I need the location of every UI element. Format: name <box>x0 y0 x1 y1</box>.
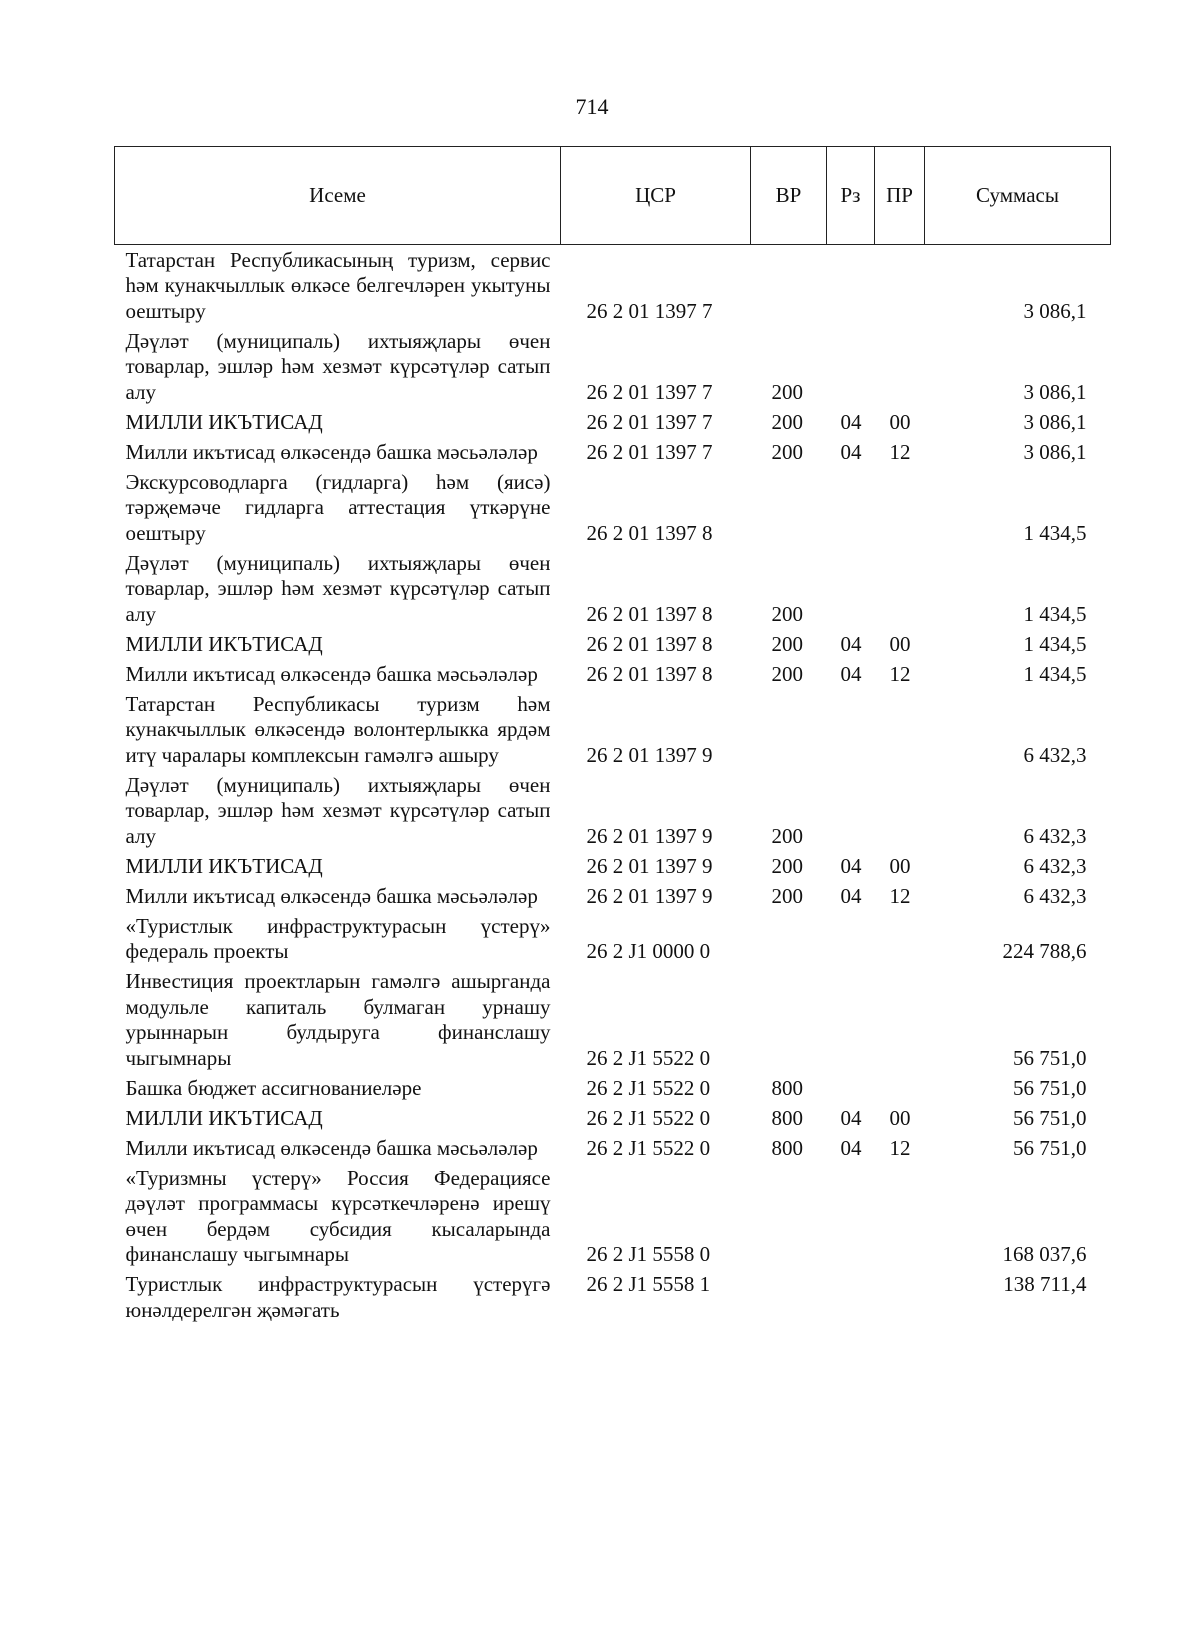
cell-name: Туристлык инфраструктурасын үстерүгә юнәлдерелгән җәмәгать <box>125 1272 551 1322</box>
cell-csr: 26 2 01 1397 7 <box>586 298 713 323</box>
cell-vr: 800 <box>771 1075 803 1100</box>
cell-csr: 26 2 J1 5558 0 <box>586 1242 711 1266</box>
cell-csr: 26 2 J1 5522 0 <box>586 1135 711 1160</box>
cell-vr <box>751 245 827 327</box>
cell-name: Дәүләт (муниципаль) ихтыяҗлары өчен товарлар, эшләр һәм хезмәт күрсәтүләр сатып алу <box>125 550 551 626</box>
header-csr: ЦСР <box>561 147 751 245</box>
cell-csr: 26 2 01 1397 8 <box>586 520 713 545</box>
cell-name: Дәүләт (муниципаль) ихтыяҗлары өчен товарлар, эшләр һәм хезмәт күрсәтүләр сатып алу <box>125 328 551 404</box>
cell-vr: 200 <box>771 661 803 686</box>
table-row <box>115 1163 1111 1270</box>
cell-pr <box>875 1073 925 1103</box>
cell-pr: 12 <box>889 661 911 686</box>
cell-csr: 26 2 01 1397 9 <box>586 823 713 848</box>
cell-rz <box>827 1073 875 1103</box>
table-row <box>115 911 1111 967</box>
cell-sum: 1 434,5 <box>1023 520 1087 545</box>
cell-rz <box>827 326 875 407</box>
cell-sum: 1 434,5 <box>1023 631 1087 656</box>
cell-rz <box>827 689 875 770</box>
cell-vr: 200 <box>771 631 803 656</box>
table-row <box>115 1133 1111 1163</box>
table-row <box>115 326 1111 407</box>
cell-vr: 200 <box>771 409 803 434</box>
header-pr: ПР <box>875 147 925 245</box>
budget-table <box>114 146 1111 1325</box>
table-header <box>115 147 1111 245</box>
table-row <box>115 1073 1111 1103</box>
cell-pr <box>875 689 925 770</box>
cell-rz: 04 <box>840 409 862 434</box>
cell-csr: 26 2 J1 5522 0 <box>586 1075 711 1100</box>
cell-name: МИЛЛИ ИКЪТИСАД <box>125 853 323 878</box>
header-vr: ВР <box>751 147 827 245</box>
cell-name: Татарстан Республикасының туризм, сервис һәм кунакчыллык өлкәсе белгечләрен укытуны оештыру <box>125 247 551 323</box>
cell-rz <box>827 911 875 967</box>
cell-vr <box>751 1270 827 1326</box>
cell-csr: 26 2 01 1397 8 <box>586 631 713 656</box>
cell-pr: 00 <box>889 1105 911 1130</box>
table-row <box>115 548 1111 629</box>
cell-sum: 224 788,6 <box>1002 939 1087 963</box>
table-row <box>115 407 1111 437</box>
cell-rz <box>827 467 875 548</box>
table-row <box>115 467 1111 548</box>
cell-vr: 800 <box>771 1105 803 1130</box>
table-row <box>115 1103 1111 1133</box>
cell-name: Экскурсоводларга (гидларга) һәм (яисә) тәрҗемәче гидларга аттестация үткәрүне оештыру <box>125 469 551 545</box>
cell-name: Милли икътисад өлкәсендә башка мәсьәләләр <box>125 439 538 464</box>
cell-sum: 138 711,4 <box>1003 1272 1087 1296</box>
cell-sum: 168 037,6 <box>1002 1242 1087 1266</box>
table-row <box>115 629 1111 659</box>
table-row <box>115 881 1111 911</box>
table-row <box>115 245 1111 327</box>
cell-sum: 6 432,3 <box>1023 823 1087 848</box>
cell-pr: 12 <box>889 1135 911 1160</box>
cell-vr: 200 <box>771 439 803 464</box>
cell-name: МИЛЛИ ИКЪТИСАД <box>125 631 323 656</box>
cell-rz: 04 <box>840 883 862 908</box>
cell-rz <box>827 1163 875 1270</box>
cell-csr: 26 2 01 1397 7 <box>586 439 713 464</box>
cell-rz <box>827 245 875 327</box>
cell-pr: 00 <box>889 853 911 878</box>
cell-pr <box>875 1270 925 1326</box>
cell-vr <box>751 911 827 967</box>
cell-name: «Туризмны үстерү» Россия Федерациясе дәүләт программасы күрсәткечләренә ирешү өчен бердәм субсидия кысаларында финанслашу чыгымнары <box>125 1165 551 1266</box>
header-rz: Рз <box>827 147 875 245</box>
cell-sum: 6 432,3 <box>1023 883 1087 908</box>
table-row <box>115 659 1111 689</box>
cell-vr <box>751 967 827 1074</box>
cell-pr: 00 <box>889 631 911 656</box>
cell-name: «Туристлык инфраструктурасын үстерү» федераль проекты <box>125 913 551 963</box>
cell-csr: 26 2 01 1397 9 <box>586 742 713 767</box>
cell-rz <box>827 770 875 851</box>
cell-csr: 26 2 01 1397 8 <box>586 601 713 626</box>
table-row <box>115 1270 1111 1326</box>
cell-vr: 200 <box>771 883 803 908</box>
cell-sum: 56 751,0 <box>1013 1075 1087 1100</box>
cell-pr <box>875 967 925 1074</box>
cell-name: МИЛЛИ ИКЪТИСАД <box>125 1105 323 1130</box>
cell-name: МИЛЛИ ИКЪТИСАД <box>125 409 323 434</box>
cell-name: Милли икътисад өлкәсендә башка мәсьәләләр <box>125 883 538 908</box>
cell-sum: 56 751,0 <box>1013 1105 1087 1130</box>
cell-rz: 04 <box>840 439 862 464</box>
cell-sum: 6 432,3 <box>1023 853 1087 878</box>
cell-sum: 3 086,1 <box>1023 439 1087 464</box>
page-number: 714 <box>575 94 609 119</box>
cell-rz: 04 <box>840 853 862 878</box>
cell-sum: 56 751,0 <box>1013 1135 1087 1160</box>
cell-csr: 26 2 01 1397 8 <box>586 661 713 686</box>
cell-vr: 200 <box>771 601 803 626</box>
table-row <box>115 689 1111 770</box>
cell-vr: 200 <box>771 853 803 878</box>
cell-sum: 3 086,1 <box>1023 379 1087 404</box>
cell-name: Татарстан Республикасы туризм һәм кунакчыллык өлкәсендә волонтерлыкка ярдәм итү чаралары комплексын гамәлгә ашыру <box>125 691 551 767</box>
cell-csr: 26 2 01 1397 9 <box>586 853 713 878</box>
cell-rz <box>827 548 875 629</box>
table-row <box>115 437 1111 467</box>
cell-sum: 6 432,3 <box>1023 742 1087 767</box>
table-body <box>115 245 1111 1326</box>
cell-name: Милли икътисад өлкәсендә башка мәсьәләләр <box>125 1135 538 1160</box>
cell-sum: 3 086,1 <box>1023 409 1087 434</box>
cell-csr: 26 2 J1 5522 0 <box>586 1045 711 1070</box>
cell-name: Дәүләт (муниципаль) ихтыяҗлары өчен товарлар, эшләр һәм хезмәт күрсәтүләр сатып алу <box>125 772 551 848</box>
cell-rz: 04 <box>840 661 862 686</box>
cell-sum: 3 086,1 <box>1023 298 1087 323</box>
cell-rz: 04 <box>840 1135 862 1160</box>
cell-pr <box>875 911 925 967</box>
cell-pr <box>875 326 925 407</box>
cell-sum: 1 434,5 <box>1023 661 1087 686</box>
cell-csr: 26 2 J1 0000 0 <box>586 939 711 963</box>
cell-name: Инвестиция проектларын гамәлгә ашырганда модульле капиталь булмаган урнашу урыннарын булдыруга финанслашу чыгымнары <box>125 969 551 1070</box>
cell-rz <box>827 1270 875 1326</box>
cell-pr: 12 <box>889 883 911 908</box>
table-row <box>115 851 1111 881</box>
cell-pr: 12 <box>889 439 911 464</box>
cell-rz: 04 <box>840 1105 862 1130</box>
cell-csr: 26 2 J1 5522 0 <box>586 1105 711 1130</box>
cell-vr <box>751 689 827 770</box>
cell-pr: 00 <box>889 409 911 434</box>
cell-vr: 200 <box>771 823 803 848</box>
header-name: Исеме <box>115 147 561 245</box>
cell-sum: 1 434,5 <box>1023 601 1087 626</box>
cell-pr <box>875 467 925 548</box>
cell-name: Башка бюджет ассигнованиеләре <box>125 1075 422 1100</box>
cell-name: Милли икътисад өлкәсендә башка мәсьәләләр <box>125 661 538 686</box>
table-row <box>115 967 1111 1074</box>
cell-vr <box>751 467 827 548</box>
cell-pr <box>875 245 925 327</box>
cell-vr <box>751 1163 827 1270</box>
header-sum: Суммасы <box>925 147 1111 245</box>
cell-csr: 26 2 01 1397 7 <box>586 379 713 404</box>
cell-vr: 800 <box>771 1135 803 1160</box>
cell-rz: 04 <box>840 631 862 656</box>
cell-csr: 26 2 J1 5558 1 <box>586 1272 711 1296</box>
cell-pr <box>875 770 925 851</box>
cell-vr: 200 <box>771 379 803 404</box>
cell-csr: 26 2 01 1397 9 <box>586 883 713 908</box>
cell-pr <box>875 548 925 629</box>
table-row <box>115 770 1111 851</box>
cell-csr: 26 2 01 1397 7 <box>586 409 713 434</box>
cell-sum: 56 751,0 <box>1013 1045 1087 1070</box>
cell-rz <box>827 967 875 1074</box>
cell-pr <box>875 1163 925 1270</box>
